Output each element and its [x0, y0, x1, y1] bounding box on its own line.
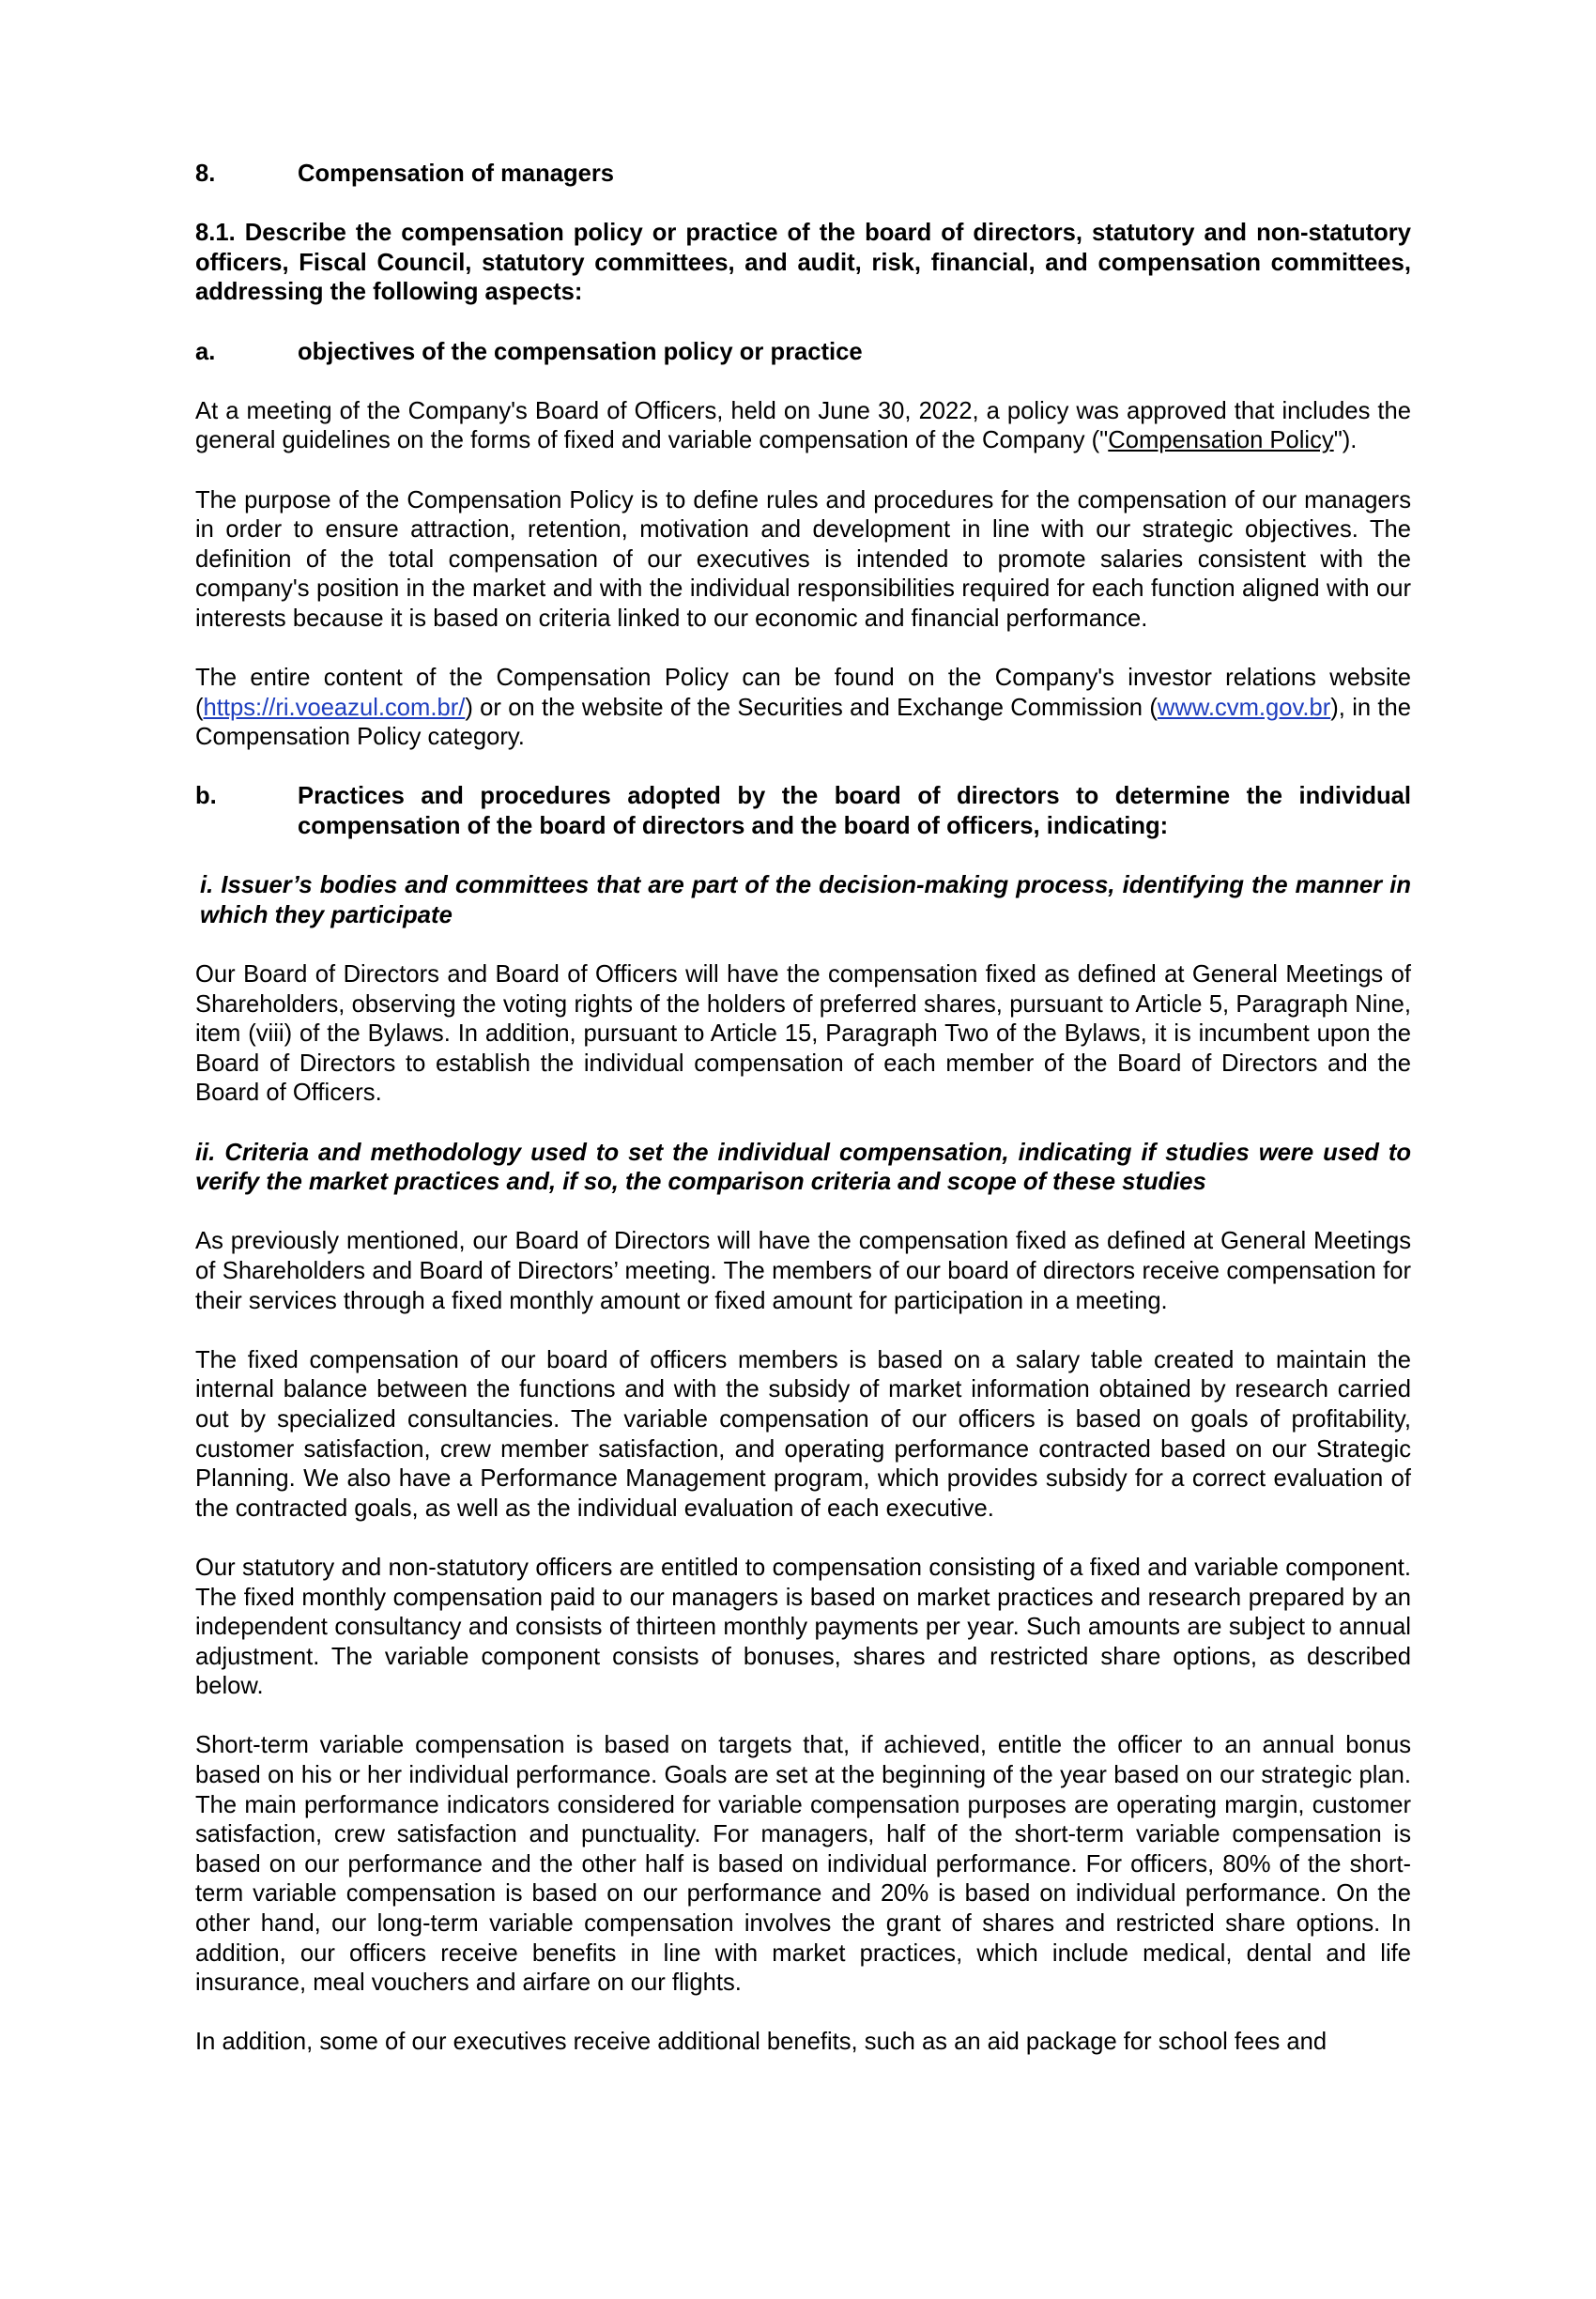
document-page: [195, 160, 1411, 2088]
section-heading: [195, 160, 1411, 190]
item-a-title: objectives of the compensation policy or practice: [298, 338, 863, 365]
section-number: 8.: [195, 161, 216, 187]
paragraph-short-term-variable: Short-term variable compensation is based on targets that, if achieved, entitle the officer to an annual bonus based on his or her individual performance. Goals are set at the beginning of the year based on our strategic plan. The main performance indicators considered for variable compensation purposes are operating margin, customer satisfaction, crew satisfaction and punctuality. For managers, half of the short-term variable compensation is based on our performance and the other half is based on individual performance. For officers, 80% of the short-term variable compensation is based on our performance and 20% is based on individual performance. On the other hand, our long-term variable compensation involves the grant of shares and restricted share options. In addition, our officers receive benefits in line with market practices, which include medical, dental and life insurance, meal vouchers and airfare on our flights.: [195, 1732, 1411, 1997]
compensation-policy-term: Compensation Policy: [1108, 427, 1334, 454]
para3-after: ), in the Compensation Policy category.: [195, 694, 1411, 751]
paragraph-policy-location: [195, 664, 1411, 753]
paragraph-board-compensation: Our Board of Directors and Board of Officers will have the compensation fixed as defined at General Meetings of Shareholders, observing the voting rights of the holders of preferred shares, pursuant to Article 5, Paragraph Nine, item (viii) of the Bylaws. In addition, pursuant to Article 15, Paragraph Two of the Bylaws, it is incumbent upon the Board of Directors to establish the individual compensation of each member of the Board of Directors and the Board of Officers.: [195, 961, 1411, 1107]
item-a-letter: a.: [195, 338, 216, 365]
section-title: Compensation of managers: [298, 161, 615, 187]
item-b-letter: b.: [195, 783, 217, 810]
investor-relations-link[interactable]: https://ri.voeazul.com.br/: [203, 694, 466, 721]
para1-after: ").: [1333, 427, 1358, 454]
item-b-heading: [195, 782, 1411, 841]
para3-middle: ) or on the website of the Securities and Exchange Commission (: [465, 694, 1158, 721]
paragraph-directors-compensation: As previously mentioned, our Board of Directors will have the compensation fixed as defined at General Meetings of Shareholders and Board of Directors’ meeting. The members of our board of directors receive compensation for their services through a fixed monthly amount or fixed amount for participation in a meeting.: [195, 1228, 1411, 1314]
paragraph-policy-purpose: The purpose of the Compensation Policy is to define rules and procedures for the compensation of our managers in order to ensure attraction, retention, motivation and development in line with our strategic objectives. The definition of the total compensation of our executives is intended to promote salaries consistent with the company's position in the market and with the individual responsibilities required for each function aligned with our interests because it is based on criteria linked to our economic and financial performance.: [195, 486, 1411, 632]
paragraph-officers-fixed-variable: The fixed compensation of our board of officers members is based on a salary table created to maintain the internal balance between the functions and with the subsidy of market information obtained by research carried out by specialized consultancies. The variable compensation of our officers is based on goals of profitability, customer satisfaction, crew member satisfaction, and operating performance contracted based on our Strategic Planning. We also have a Performance Management program, which provides subsidy for a correct evaluation of the contracted goals, as well as the individual evaluation of each executive.: [195, 1346, 1411, 1522]
item-a-heading: [195, 338, 1411, 368]
item-b-title: Practices and procedures adopted by the board of directors to determine the individual compensation of the board of directors and the board of officers, indicating:: [298, 783, 1411, 840]
paragraph-statutory-officers: Our statutory and non-statutory officers are entitled to compensation consisting of a fixed and variable component. The fixed monthly compensation paid to our managers is based on market practices and research prepared by an independent consultancy and consists of thirteen monthly payments per year. Such amounts are subject to annual adjustment. The variable component consists of bonuses, shares and restricted share options, as described below.: [195, 1554, 1411, 1700]
cvm-website-link[interactable]: www.cvm.gov.br: [1157, 694, 1331, 721]
para3-before: The entire content of the Compensation Policy can be found on the Company's investor relations website (: [195, 665, 1411, 721]
paragraph-additional-benefits: In addition, some of our executives receive additional benefits, such as an aid package for school fees and: [195, 2029, 1327, 2056]
question-8-1: 8.1. Describe the compensation policy or practice of the board of directors, statutory and non-statutory officers, Fiscal Council, statutory committees, and audit, risk, financial, and compensation committees, addressing the following aspects:: [195, 220, 1411, 306]
para1-before: At a meeting of the Company's Board of Officers, held on June 30, 2022, a policy was approved that includes the general guidelines on the forms of fixed and variable compensation of the Company (": [195, 397, 1411, 454]
subitem-i-heading: i. Issuer’s bodies and committees that are part of the decision-making process, identifying the manner in which they participate: [200, 872, 1411, 928]
subitem-ii-heading: ii. Criteria and methodology used to set the individual compensation, indicating if studies were used to verify the market practices and, if so, the comparison criteria and scope of these studies: [195, 1139, 1411, 1196]
paragraph-policy-approval: [195, 397, 1411, 456]
